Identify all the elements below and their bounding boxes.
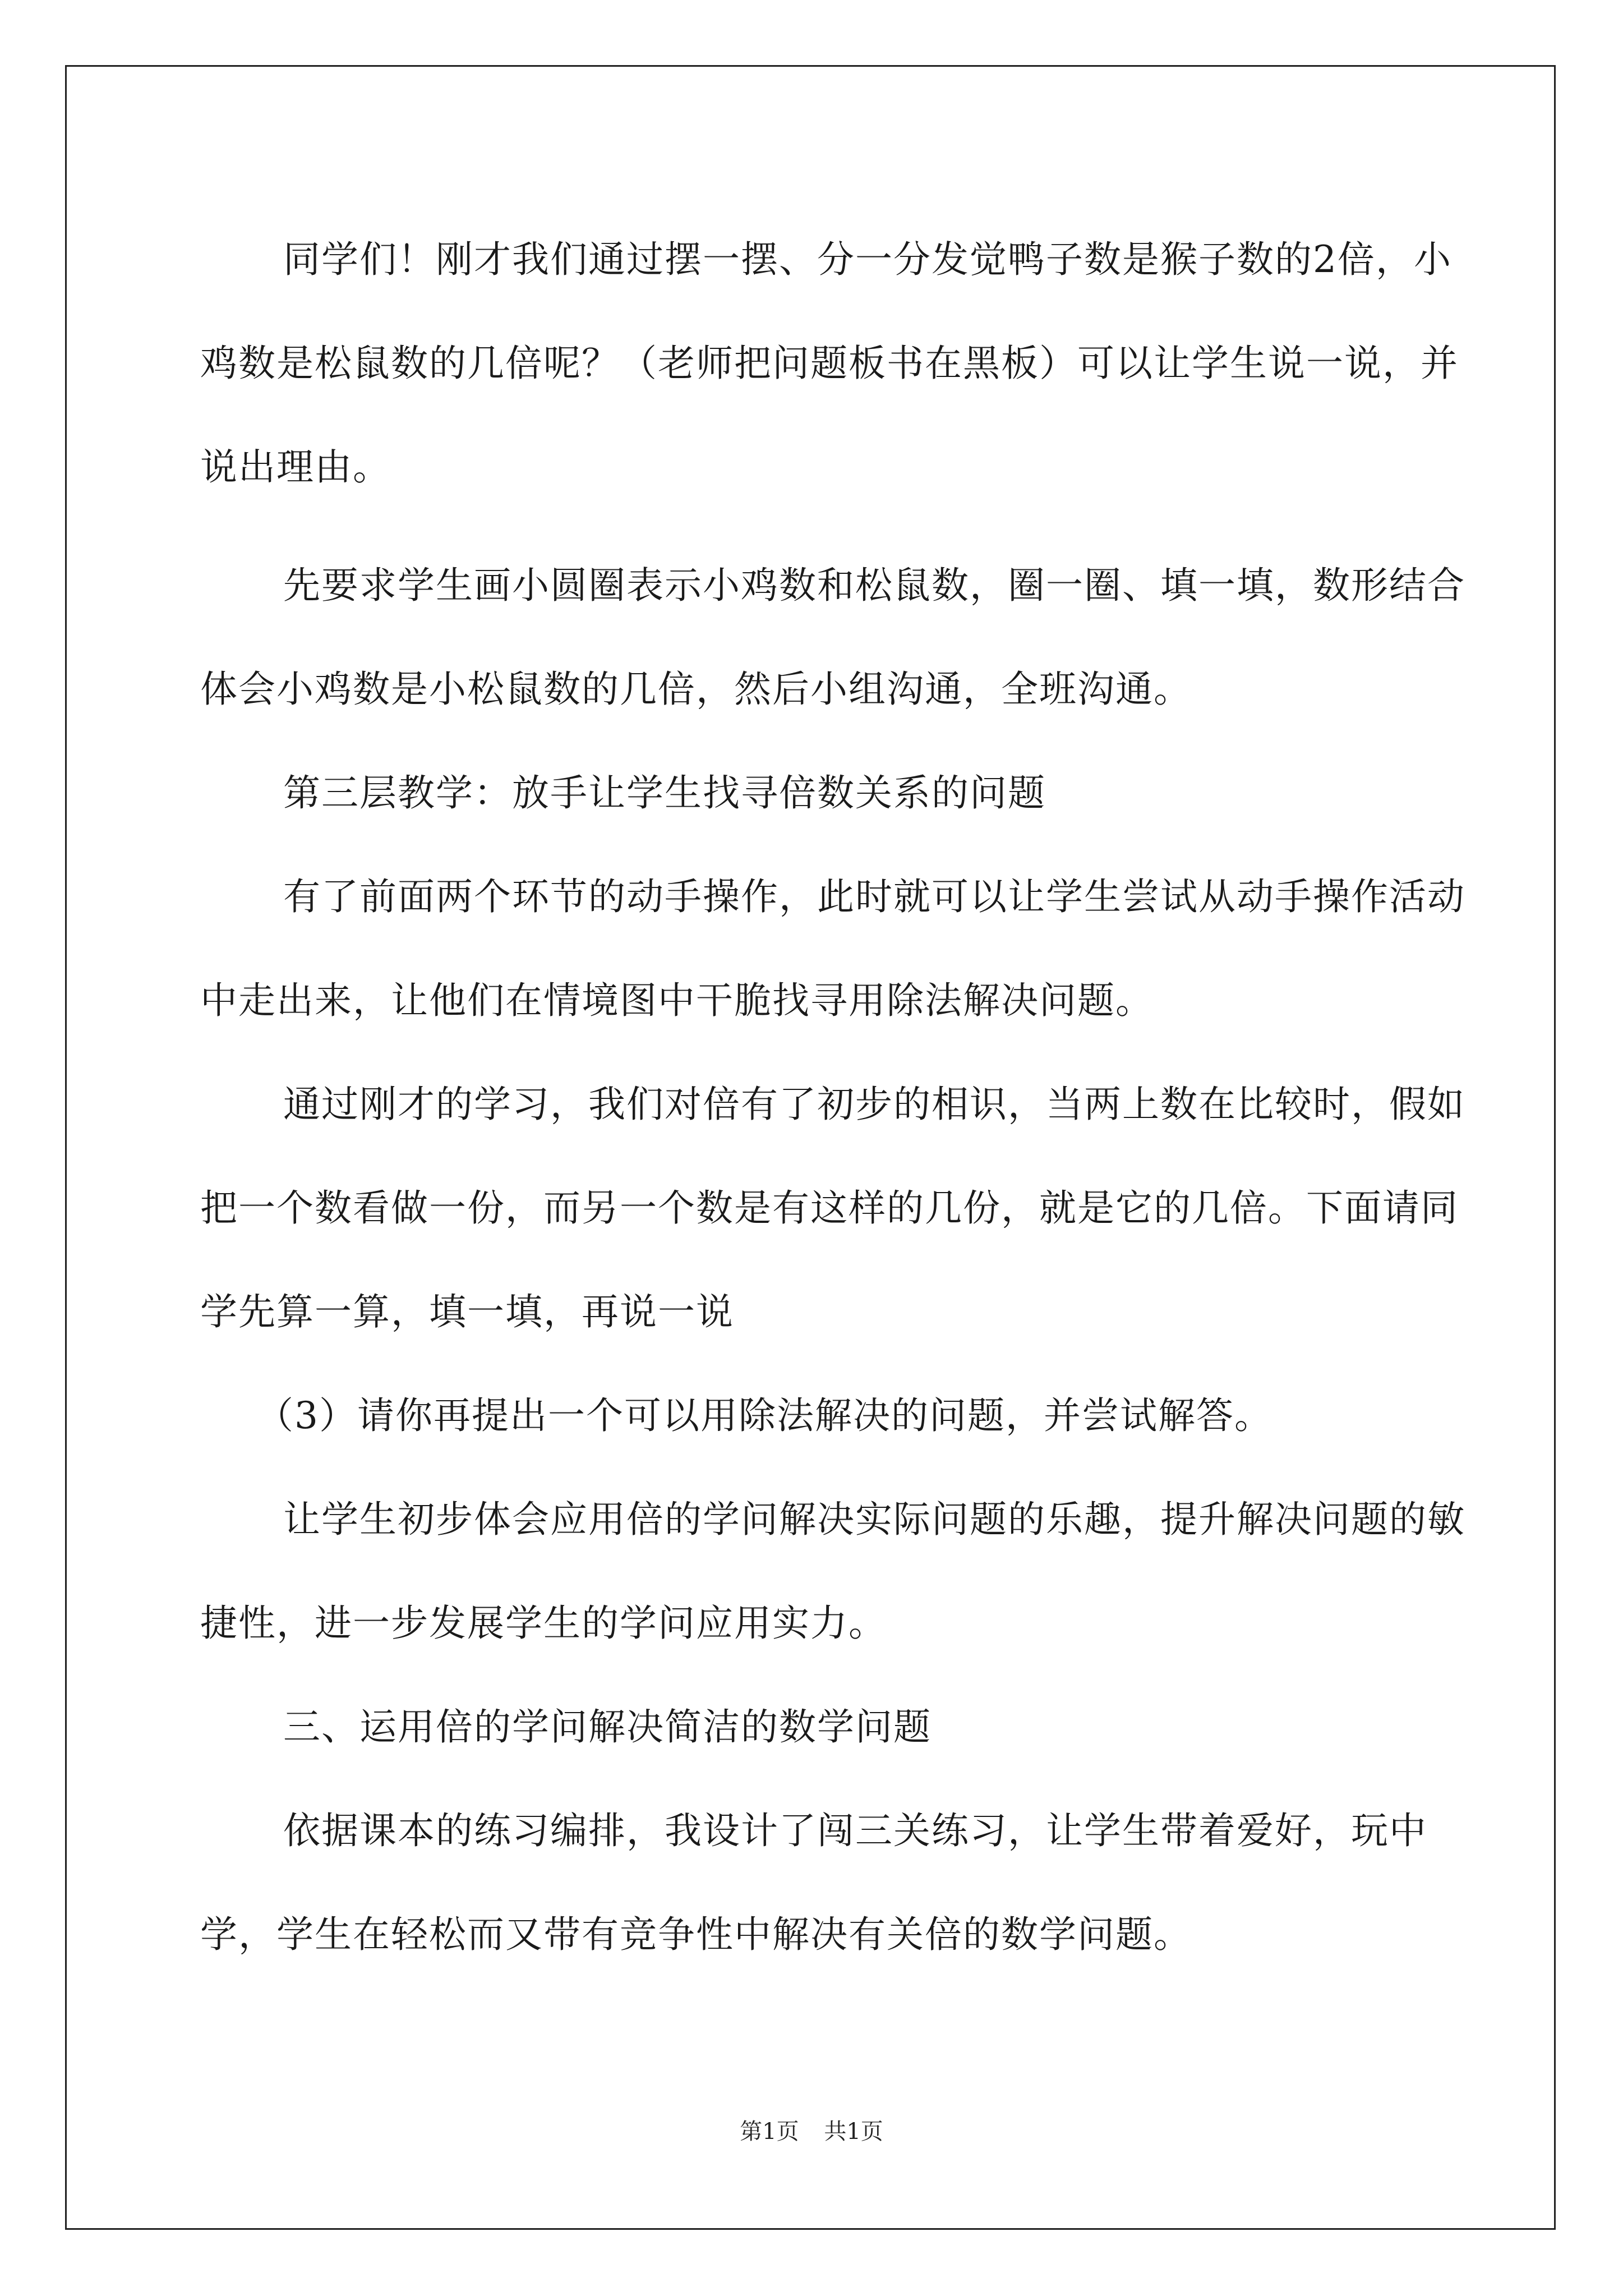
paragraph-1: 同学们！刚才我们通过摆一摆、分一分发觉鸭子数是猴子数的2倍，小鸡数是松鼠数的几倍呢？（老师把问题板书在黑板）可以让学生说一说，并说出理由。 bbox=[200, 238, 1459, 489]
page-number: 第1页 bbox=[740, 2119, 799, 2145]
paragraph-7: 让学生初步体会应用倍的学问解决实际问题的乐趣，提升解决问题的敏捷性，进一步发展学生的学问应用实力。 bbox=[200, 1498, 1465, 1645]
paragraph-8: 三、运用倍的学问解决简洁的数学问题 bbox=[283, 1705, 932, 1749]
paragraph-2: 先要求学生画小圆圈表示小鸡数和松鼠数，圈一圈、填一填，数形结合体会小鸡数是小松鼠数的几倍，然后小组沟通，全班沟通。 bbox=[200, 564, 1465, 711]
page-footer bbox=[0, 2114, 1623, 2146]
paragraph-4: 有了前面两个环节的动手操作，此时就可以让学生尝试从动手操作活动中走出来，让他们在情境图中干脆找寻用除法解决问题。 bbox=[200, 875, 1465, 1022]
page-total: 共1页 bbox=[824, 2119, 883, 2145]
paragraph-9: 依据课本的练习编排，我设计了闯三关练习，让学生带着爱好，玩中学，学生在轻松而又带有竞争性中解决有关倍的数学问题。 bbox=[200, 1809, 1427, 1956]
paragraph-5: 通过刚才的学习，我们对倍有了初步的相识，当两上数在比较时，假如把一个数看做一份，而另一个数是有这样的几份，就是它的几倍。下面请同学先算一算，填一填，再说一说 bbox=[200, 1083, 1465, 1333]
paragraph-3: 第三层教学：放手让学生找寻倍数关系的问题 bbox=[283, 771, 1046, 815]
paragraph-6: （3）请你再提出一个可以用除法解决的问题，并尝试解答。 bbox=[256, 1394, 1272, 1437]
document-body bbox=[200, 208, 1473, 1986]
